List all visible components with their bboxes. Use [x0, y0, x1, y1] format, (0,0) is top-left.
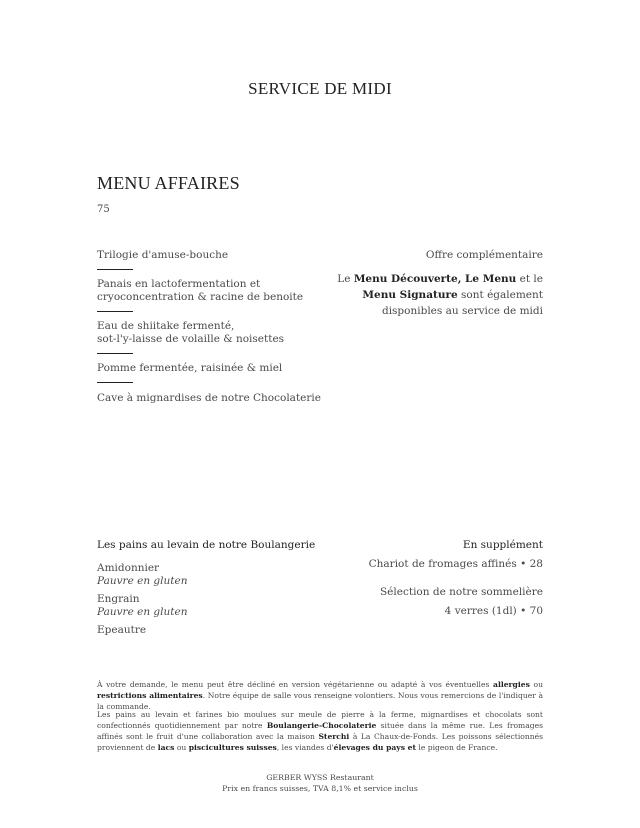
menu-title: MENU AFFAIRES: [97, 173, 240, 193]
divider: [97, 382, 133, 383]
note-bold: Boulangerie-Chocolaterie: [266, 721, 377, 730]
note-text: ou: [174, 743, 189, 752]
bread-name: Amidonnier: [97, 562, 160, 574]
supplement-item: Sélection de notre sommelière: [379, 586, 543, 598]
course-4: Pomme fermentée, raisinée & miel: [97, 362, 283, 374]
supplement-title: En supplément: [462, 539, 543, 551]
supplement-item: Chariot de fromages affinés • 28: [368, 558, 543, 570]
offer-menu-names: Menu Découverte, Le Menu: [353, 273, 517, 285]
menu-price: 75: [97, 204, 110, 215]
offer-text-part: et le: [516, 273, 543, 285]
note-text: Les pains au levain et farines bio moulues sur meule de pierre à la ferme, mignardises et chocolats sont confectionnés quotidiennement par notre: [97, 710, 543, 730]
footer-pricing: Prix en francs suisses, TVA 8,1% et service inclus: [222, 784, 418, 793]
course-5: Cave à mignardises de notre Chocolaterie: [97, 392, 321, 404]
divider: [97, 269, 133, 270]
course-3: [97, 320, 284, 346]
breads-title: Les pains au levain de notre Boulangerie: [97, 539, 316, 551]
course-line: Panais en lactofermentation et: [97, 278, 261, 290]
bread-item: Epeautre: [97, 624, 147, 636]
supplement-item: 4 verres (1dl) • 70: [444, 605, 543, 617]
course-line: sot-l'y-laisse de volaille & noisettes: [97, 333, 285, 345]
bread-name: Engrain: [97, 593, 140, 605]
course-2: [97, 278, 303, 304]
note-allergies: [97, 679, 543, 712]
offer-text-part: Le: [337, 273, 354, 285]
note-bold: piscicultures suisses: [188, 743, 277, 752]
note-bold: élevages du pays et: [333, 743, 416, 752]
offer-menu-signature: Menu Signature: [362, 289, 458, 301]
course-1: Trilogie d'amuse-bouche: [97, 249, 229, 261]
page-title: SERVICE DE MIDI: [248, 79, 392, 98]
offer-title: Offre complémentaire: [425, 249, 543, 261]
divider: [97, 311, 133, 312]
note-bold: lacs: [157, 743, 175, 752]
course-line: Eau de shiitake fermenté,: [97, 320, 235, 332]
footer-restaurant: GERBER WYSS Restaurant: [266, 773, 374, 782]
offer-text: [337, 271, 543, 319]
bread-note: Pauvre en gluten: [97, 606, 188, 618]
note-text: située dans la même rue. Les fromages affinés sont le fruit d'une collaboration avec la maison: [97, 721, 543, 741]
offer-text-part: disponibles au service de midi: [381, 305, 543, 317]
note-text: , les viandes d': [276, 743, 334, 752]
note-text: . Notre équipe de salle vous renseigne volontiers. Nous vous remercions de l'indiquer à la commande.: [97, 691, 543, 711]
note-text: le pigeon de France.: [415, 743, 498, 752]
bread-note: Pauvre en gluten: [97, 575, 188, 587]
bread-item: [97, 562, 187, 588]
offer-text-part: sont également: [457, 289, 543, 301]
course-line: cryoconcentration & racine de benoite: [97, 291, 304, 303]
divider: [97, 353, 133, 354]
note-text: à La Chaux-de-Fonds. Les poissons sélectionnés proviennent de: [97, 732, 543, 752]
bread-item: [97, 593, 187, 619]
note-bold: Sterchi: [318, 732, 350, 741]
note-text: À votre demande, le menu peut être décliné en version végétarienne ou adapté à vos éventuelles: [97, 680, 494, 689]
note-bold: restrictions alimentaires: [97, 691, 203, 700]
note-bold: allergies: [493, 680, 530, 689]
note-sourcing: [97, 709, 543, 753]
note-text: ou: [529, 680, 543, 689]
